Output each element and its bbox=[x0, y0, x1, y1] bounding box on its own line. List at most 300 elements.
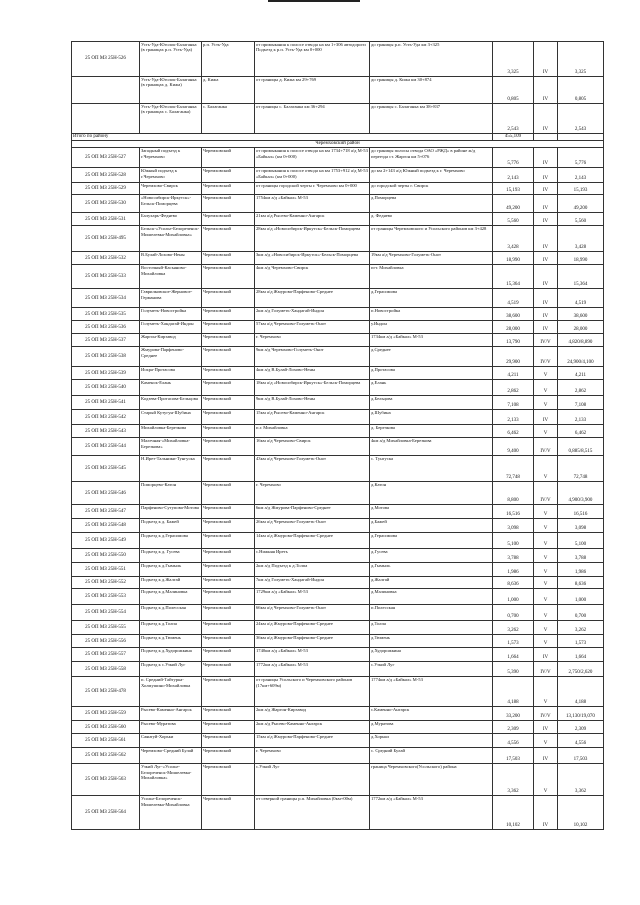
end-point-cell: д.Муратова bbox=[370, 721, 493, 734]
start-point-cell: 28км а/д Жмурова-Парфеново-Среднее bbox=[255, 289, 370, 308]
length-by-category-cell: 16,516 bbox=[558, 505, 604, 519]
end-point-cell: п.Полесская bbox=[370, 605, 493, 621]
district-cell: Черемховский bbox=[202, 764, 255, 796]
road-code-cell: 25 ОП МЗ 25Н-555 bbox=[72, 621, 140, 635]
table-row bbox=[72, 734, 604, 748]
district-cell: Черемховский bbox=[202, 148, 255, 168]
category-cell: V bbox=[534, 519, 558, 533]
end-point-cell: д. Федяево bbox=[370, 213, 493, 226]
end-point-cell: граница Черемховского(Усольского) района bbox=[370, 764, 493, 796]
road-name-cell: Южный подъезд к г.Черемхово bbox=[140, 168, 202, 183]
table-row bbox=[72, 321, 604, 334]
district-total-value: 455,109 bbox=[493, 134, 534, 141]
road-name-cell: Саянтуй-Хорьки bbox=[140, 734, 202, 748]
road-code-cell: 25 ОП МЗ 25Н-563 bbox=[72, 764, 140, 796]
road-code-cell: 25 ОП МЗ 25Н-556 bbox=[72, 635, 140, 648]
length-by-category-cell: 3,788 bbox=[558, 549, 604, 563]
district-cell: Черемховский bbox=[202, 396, 255, 410]
length-by-category-cell: 0,700 bbox=[558, 605, 604, 621]
category-cell: V bbox=[534, 425, 558, 438]
end-point-cell: 19км а/д Черемхово-Голуметь-Онот bbox=[370, 252, 493, 265]
category-cell: IV bbox=[534, 289, 558, 308]
road-name-cell: п. Средний-Тайтурка-Холмушино-Михайловка bbox=[140, 677, 202, 707]
district-cell: Черемховский bbox=[202, 347, 255, 367]
table-row bbox=[72, 519, 604, 533]
road-name-cell: Балухарь-Федяево bbox=[140, 213, 202, 226]
start-point-cell: от границы городской черты г. Черемхово км 0+000 bbox=[255, 183, 370, 195]
district-cell: Черемховский bbox=[202, 456, 255, 482]
section-title: Черемховский район bbox=[72, 141, 604, 148]
category-cell: IV bbox=[534, 748, 558, 764]
start-point-cell: 9км а/д В.Булай-Лохово-Нены bbox=[255, 396, 370, 410]
end-point-cell: д.Среднее bbox=[370, 347, 493, 367]
district-cell: Черемховский bbox=[202, 662, 255, 677]
road-code-cell: 25 ОП МЗ 25Н-552 bbox=[72, 577, 140, 589]
start-point-cell: 15км а/д Жмурова-Парфеново-Среднее bbox=[255, 734, 370, 748]
district-cell: Черемховский bbox=[202, 334, 255, 347]
road-name-cell: Подъезд к д.Полесская bbox=[140, 605, 202, 621]
length-cell: 3,262 bbox=[493, 621, 534, 635]
road-code-cell bbox=[72, 77, 140, 104]
category-cell: IV bbox=[534, 252, 558, 265]
start-point-cell: 21км а/д Рысево-Каменно-Ангарск bbox=[255, 213, 370, 226]
road-code-cell: 25 ОП МЗ 25Н-543 bbox=[72, 425, 140, 438]
category-cell: IV bbox=[534, 104, 558, 134]
length-by-category-cell: 7,108 bbox=[558, 396, 604, 410]
length-cell: 2,309 bbox=[493, 721, 534, 734]
length-by-category-cell: 4,211 bbox=[558, 367, 604, 380]
road-code-cell: 25 ОП МЗ 25Н-562 bbox=[72, 748, 140, 764]
district-cell: Черемховский bbox=[202, 621, 255, 635]
table-row bbox=[72, 77, 604, 104]
length-by-category-cell: 1,664 bbox=[558, 648, 604, 662]
length-by-category-cell: 3,325 bbox=[558, 42, 604, 77]
end-point-cell: до границы с. Балаганка км 38+837 bbox=[370, 104, 493, 134]
district-cell: Черемховский bbox=[202, 648, 255, 662]
road-code-cell: 25 ОП МЗ 25Н-495 bbox=[72, 226, 140, 252]
length-by-category-cell: 15,193 bbox=[558, 183, 604, 195]
length-by-category-cell: 2,309 bbox=[558, 721, 604, 734]
road-code-cell: 25 ОП МЗ 25Н-548 bbox=[72, 519, 140, 533]
road-code-cell: 25 ОП МЗ 25Н-526 bbox=[72, 42, 140, 77]
length-cell: 38,600 bbox=[493, 308, 534, 321]
start-point-cell: 1740км а/д «Байкал» М-53 bbox=[255, 648, 370, 662]
table-row bbox=[72, 621, 604, 635]
top-edge-line bbox=[268, 0, 360, 2]
district-cell: Черемховский bbox=[202, 380, 255, 396]
road-code-cell: 25 ОП МЗ 25Н-535 bbox=[72, 308, 140, 321]
table-row bbox=[72, 748, 604, 764]
end-point-cell: д.Худорожкина bbox=[370, 648, 493, 662]
category-cell: IV bbox=[534, 195, 558, 213]
category-cell: IV bbox=[534, 42, 558, 77]
table-body-main bbox=[72, 148, 604, 830]
district-cell: с. Балаганка bbox=[202, 104, 255, 134]
length-cell: 17,503 bbox=[493, 748, 534, 764]
district-cell: Черемховский bbox=[202, 265, 255, 289]
length-by-category-cell: 24,900/4,100 bbox=[558, 347, 604, 367]
district-cell: Черемховский bbox=[202, 252, 255, 265]
length-by-category-cell: 1,986 bbox=[558, 563, 604, 577]
category-cell: IV bbox=[534, 410, 558, 425]
length-cell: 16,516 bbox=[493, 505, 534, 519]
road-name-cell: Старый Кутугун-Шубина bbox=[140, 410, 202, 425]
end-point-cell: д.Хорьки bbox=[370, 734, 493, 748]
category-cell: V bbox=[534, 577, 558, 589]
table-body-top bbox=[72, 42, 604, 134]
end-point-cell: до границы р.п. Усть-Уда км 3+325 bbox=[370, 42, 493, 77]
length-cell: 0,805 bbox=[493, 77, 534, 104]
road-name-cell: Подъезд к д.Худорожкина bbox=[140, 648, 202, 662]
end-point-cell: д.Бажей bbox=[370, 519, 493, 533]
category-cell: V bbox=[534, 605, 558, 621]
category-cell: V bbox=[534, 396, 558, 410]
end-point-cell: от границы Черемховского и Усольского районов км 3+428 bbox=[370, 226, 493, 252]
start-point-cell: 2км а/д Рысево-Каменно-Ангарск bbox=[255, 721, 370, 734]
length-by-category-cell: 49,200 bbox=[558, 195, 604, 213]
length-by-category-cell: 3,428 bbox=[558, 226, 604, 252]
start-point-cell: 66км а/д Черемхово-Голуметь-Онот bbox=[255, 605, 370, 621]
length-by-category-cell: 1,000 bbox=[558, 589, 604, 605]
end-point-cell: д.Гымыль bbox=[370, 563, 493, 577]
end-point-cell: с. Тунгуска bbox=[370, 456, 493, 482]
category-cell: IV/V bbox=[534, 334, 558, 347]
table-row bbox=[72, 347, 604, 367]
category-cell: V bbox=[534, 764, 558, 796]
table-row bbox=[72, 456, 604, 482]
start-point-cell: 3км а/д «Новосибирск-Иркутск»-Бельск-Поморцева bbox=[255, 252, 370, 265]
district-cell: Черемховский bbox=[202, 482, 255, 505]
road-code-cell: 25 ОП МЗ 25Н-538 bbox=[72, 347, 140, 367]
road-name-cell: Узкий Луг-«Усолье-Белореченск-Мишелевка-Михайловка» bbox=[140, 764, 202, 796]
category-cell: IV/V bbox=[534, 438, 558, 456]
length-by-category-cell: 2,143 bbox=[558, 168, 604, 183]
start-point-cell: 16км а/д Черемхово-Свирск bbox=[255, 438, 370, 456]
start-point-cell: 15км а/д Рысево-Каменно-Ангарск bbox=[255, 410, 370, 425]
length-cell: 9,400 bbox=[493, 438, 534, 456]
start-point-cell: от примыкания к полосе отвода на км 1+306 автодороги Подъезд к р.п. Усть-Уда км 0+000 bbox=[255, 42, 370, 77]
end-point-cell: д.Протасова bbox=[370, 367, 493, 380]
table-row bbox=[72, 380, 604, 396]
road-code-cell: 25 ОП МЗ 25Н-544 bbox=[72, 438, 140, 456]
road-code-cell: 25 ОП МЗ 25Н-546 bbox=[72, 482, 140, 505]
length-cell: 2,143 bbox=[493, 168, 534, 183]
end-point-cell: с.Каменно-Ангарск bbox=[370, 707, 493, 721]
district-cell: Черемховский bbox=[202, 367, 255, 380]
district-total-empty-2 bbox=[558, 134, 604, 141]
length-cell: 2,543 bbox=[493, 104, 534, 134]
length-by-category-cell: 17,503 bbox=[558, 748, 604, 764]
end-point-cell: п.Новостройка bbox=[370, 308, 493, 321]
end-point-cell: д. Березкова bbox=[370, 425, 493, 438]
length-cell: 29,900 bbox=[493, 347, 534, 367]
road-name-cell: Парфеново-Сутупова-Мотова bbox=[140, 505, 202, 519]
district-cell: Черемховский bbox=[202, 308, 255, 321]
table-row bbox=[72, 764, 604, 796]
district-cell: Черемховский bbox=[202, 563, 255, 577]
road-name-cell: Усть-Уда-Юголок-Балаганка (в границах с. Балаганка) bbox=[140, 104, 202, 134]
table-row bbox=[72, 796, 604, 830]
district-cell: Черемховский bbox=[202, 677, 255, 707]
category-cell: V bbox=[534, 635, 558, 648]
road-code-cell: 25 ОП МЗ 25Н-549 bbox=[72, 533, 140, 549]
length-by-category-cell: 5,100 bbox=[558, 533, 604, 549]
district-cell: Черемховский bbox=[202, 289, 255, 308]
end-point-cell: до км 2+143 а/д Южный подъезд к г. Черемхово bbox=[370, 168, 493, 183]
table-row bbox=[72, 577, 604, 589]
table-row bbox=[72, 104, 604, 134]
table-row bbox=[72, 533, 604, 549]
length-cell: 5,776 bbox=[493, 148, 534, 168]
table-row bbox=[72, 677, 604, 707]
road-name-cell: Михайловка-Березкова bbox=[140, 425, 202, 438]
district-cell: Черемховский bbox=[202, 748, 255, 764]
start-point-cell: 43км а/д Черемхово-Голуметь-Онот bbox=[255, 456, 370, 482]
road-code-cell: 25 ОП МЗ 25Н-536 bbox=[72, 321, 140, 334]
road-code-cell: 25 ОП МЗ 25Н-558 bbox=[72, 662, 140, 677]
end-point-cell: д.Гусева bbox=[370, 549, 493, 563]
length-cell: 0,700 bbox=[493, 605, 534, 621]
district-cell: Черемховский bbox=[202, 438, 255, 456]
road-name-cell: Черемхово-Средний Булай bbox=[140, 748, 202, 764]
road-code-cell: 25 ОП МЗ 25Н-541 bbox=[72, 396, 140, 410]
category-cell: V bbox=[534, 456, 558, 482]
start-point-cell: 36км а/д Жмурова-Парфеново-Среднее bbox=[255, 635, 370, 648]
length-cell: 15,364 bbox=[493, 265, 534, 289]
table-row bbox=[72, 308, 604, 321]
road-code-cell: 25 ОП МЗ 25Н-560 bbox=[72, 721, 140, 734]
table-row bbox=[72, 183, 604, 195]
start-point-cell: от границы д. Кижа км 29+769 bbox=[255, 77, 370, 104]
district-cell: Черемховский bbox=[202, 425, 255, 438]
length-cell: 1,000 bbox=[493, 589, 534, 605]
road-name-cell: Каменск-Елань bbox=[140, 380, 202, 396]
start-point-cell: 18км а/д «Новосибирск-Иркутск»-Бельск-Поморцева bbox=[255, 380, 370, 396]
length-cell: 1,664 bbox=[493, 648, 534, 662]
road-code-cell: 25 ОП МЗ 25Н-559 bbox=[72, 707, 140, 721]
road-code-cell: 25 ОП МЗ 25Н-539 bbox=[72, 367, 140, 380]
table-row bbox=[72, 662, 604, 677]
length-cell: 33,200 bbox=[493, 707, 534, 721]
road-name-cell: Голуметь-Новостройка bbox=[140, 308, 202, 321]
length-by-category-cell: 4,900/3,900 bbox=[558, 482, 604, 505]
table-row bbox=[72, 721, 604, 734]
road-name-cell: Усть-Уда-Юголок-Балаганка (в границах д. Кижа) bbox=[140, 77, 202, 104]
length-cell: 6,462 bbox=[493, 425, 534, 438]
category-cell: V bbox=[534, 589, 558, 605]
length-by-category-cell: 6,462 bbox=[558, 425, 604, 438]
district-cell: Черемховский bbox=[202, 195, 255, 213]
start-point-cell: 2км а/д Подъезд к д.Толпа bbox=[255, 563, 370, 577]
district-cell: р.п. Усть-Уда bbox=[202, 42, 255, 77]
district-cell: Черемховский bbox=[202, 605, 255, 621]
road-name-cell: Жаргон-Кирзавод bbox=[140, 334, 202, 347]
road-name-cell: Подъезд к д.Герасимова bbox=[140, 533, 202, 549]
district-cell: Черемховский bbox=[202, 577, 255, 589]
road-name-cell: Поморцево-Катон bbox=[140, 482, 202, 505]
road-code-cell: 25 ОП МЗ 25Н-564 bbox=[72, 796, 140, 830]
category-cell: IV bbox=[534, 721, 558, 734]
road-code-cell: 25 ОП МЗ 25Н-551 bbox=[72, 563, 140, 577]
table-row bbox=[72, 425, 604, 438]
length-by-category-cell: 8,636 bbox=[558, 577, 604, 589]
length-by-category-cell: 38,600 bbox=[558, 308, 604, 321]
length-cell: 2,862 bbox=[493, 380, 534, 396]
start-point-cell: 4км а/д В.Булай-Лохово-Нены bbox=[255, 367, 370, 380]
start-point-cell: 1754км а/д «Байкал» М-53 bbox=[255, 195, 370, 213]
length-cell: 72,748 bbox=[493, 456, 534, 482]
length-by-category-cell: 2,543 bbox=[558, 104, 604, 134]
road-code-cell: 25 ОП МЗ 25Н-542 bbox=[72, 410, 140, 425]
start-point-cell: от примыкания к полосе отвода на км 1734+718 а/д М-53 «Байкал» (км 0+000) bbox=[255, 148, 370, 168]
length-by-category-cell: 2,750/2,620 bbox=[558, 662, 604, 677]
table-row bbox=[72, 505, 604, 519]
length-by-category-cell: 72,748 bbox=[558, 456, 604, 482]
district-cell: Черемховский bbox=[202, 796, 255, 830]
district-total-empty-1 bbox=[534, 134, 558, 141]
end-point-cell: пгт. Михайловка bbox=[370, 265, 493, 289]
category-cell: IV bbox=[534, 321, 558, 334]
end-point-cell: до границы полосы отвода ОАО «РЖД» в районе ж/д переезда ст. Жаргон км 5+076 bbox=[370, 148, 493, 168]
start-point-cell: г. Черемхово bbox=[255, 334, 370, 347]
length-by-category-cell: 1,573 bbox=[558, 635, 604, 648]
length-cell: 8,636 bbox=[493, 577, 534, 589]
district-cell: Черемховский bbox=[202, 213, 255, 226]
category-cell: V bbox=[534, 563, 558, 577]
end-point-cell: д.Герасимова bbox=[370, 533, 493, 549]
length-cell: 5,100 bbox=[493, 533, 534, 549]
district-cell: Черемховский bbox=[202, 321, 255, 334]
road-name-cell: Жмурова-Парфеново-Среднее bbox=[140, 347, 202, 367]
length-cell: 1,986 bbox=[493, 563, 534, 577]
length-cell: 1,573 bbox=[493, 635, 534, 648]
category-cell: IV/V bbox=[534, 347, 558, 367]
length-cell: 13,790 bbox=[493, 334, 534, 347]
length-by-category-cell: 5,560 bbox=[558, 213, 604, 226]
category-cell: IV bbox=[534, 308, 558, 321]
road-name-cell: В.Булай-Лохово-Нены bbox=[140, 252, 202, 265]
end-point-cell: до городской черты г. Свирск bbox=[370, 183, 493, 195]
start-point-cell: 6км а/д Жмурова-Парфеново-Среднее bbox=[255, 505, 370, 519]
length-cell: 4,556 bbox=[493, 734, 534, 748]
end-point-cell: до границы д. Кижа км 30+874 bbox=[370, 77, 493, 104]
end-point-cell: с.Узкий Луг bbox=[370, 662, 493, 677]
road-name-cell: Восточный-Касьяново-Михайловка bbox=[140, 265, 202, 289]
start-point-cell: 26км а/д Черемхово-Голуметь-Онот bbox=[255, 519, 370, 533]
end-point-cell: 1772км а/д «Байкал» М-53 bbox=[370, 796, 493, 830]
road-code-cell: 25 ОП МЗ 25Н-528 bbox=[72, 168, 140, 183]
end-point-cell: д.Мотова bbox=[370, 505, 493, 519]
district-cell: Черемховский bbox=[202, 635, 255, 648]
end-point-cell: д.Герасимова bbox=[370, 289, 493, 308]
category-cell: IV/V bbox=[534, 662, 558, 677]
district-total-label: Итого по району bbox=[72, 134, 493, 141]
road-name-cell: Гаврилковское-Жерновое-Германова bbox=[140, 289, 202, 308]
road-name-cell: Западный подъезд к г.Черемхово bbox=[140, 148, 202, 168]
category-cell: IV bbox=[534, 796, 558, 830]
length-by-category-cell: 15,364 bbox=[558, 265, 604, 289]
table-row bbox=[72, 252, 604, 265]
road-register-table bbox=[71, 41, 604, 830]
length-cell: 3,428 bbox=[493, 226, 534, 252]
table-row bbox=[72, 648, 604, 662]
category-cell: IV bbox=[534, 265, 558, 289]
length-by-category-cell: 4,820/8,890 bbox=[558, 334, 604, 347]
road-code-cell: 25 ОП МЗ 25Н-550 bbox=[72, 549, 140, 563]
end-point-cell: 4км а/д Михайловка-Березкова bbox=[370, 438, 493, 456]
end-point-cell: у.Индон bbox=[370, 321, 493, 334]
section-header-row bbox=[72, 141, 604, 148]
category-cell: V bbox=[534, 677, 558, 707]
district-total-section bbox=[72, 134, 604, 148]
district-cell: Черемховский bbox=[202, 505, 255, 519]
length-cell: 7,108 bbox=[493, 396, 534, 410]
road-name-cell: Малечная-«Михайловка-Березкова» bbox=[140, 438, 202, 456]
road-name-cell: Подъезд к д.Толпа bbox=[140, 621, 202, 635]
district-cell: Черемховский bbox=[202, 183, 255, 195]
road-name-cell: Искра-Протасова bbox=[140, 367, 202, 380]
length-cell: 15,193 bbox=[493, 183, 534, 195]
length-by-category-cell: 18,990 bbox=[558, 252, 604, 265]
category-cell: V bbox=[534, 505, 558, 519]
start-point-cell: 7км а/д Голуметь-Хандагай-Индон bbox=[255, 577, 370, 589]
start-point-cell: от границы с. Балаганка км 36+294 bbox=[255, 104, 370, 134]
road-name-cell: Черемхово-Свирск bbox=[140, 183, 202, 195]
category-cell: V bbox=[534, 734, 558, 748]
length-cell: 5,390 bbox=[493, 662, 534, 677]
road-name-cell: Подъезд к д. Гусева bbox=[140, 549, 202, 563]
district-cell: Черемховский bbox=[202, 519, 255, 533]
road-name-cell: «Новосибирск-Иркутск»-Бельск-Поморцева bbox=[140, 195, 202, 213]
start-point-cell: г. Черемхово bbox=[255, 482, 370, 505]
road-code-cell: 25 ОП МЗ 25Н-537 bbox=[72, 334, 140, 347]
length-by-category-cell: 3,262 bbox=[558, 621, 604, 635]
length-cell: 3,098 bbox=[493, 519, 534, 533]
road-code-cell: 25 ОП МЗ 25Н-557 bbox=[72, 648, 140, 662]
road-code-cell: 25 ОП МЗ 25Н-527 bbox=[72, 148, 140, 168]
start-point-cell: 1729км а/д «Байкал» М-53 bbox=[255, 589, 370, 605]
table-row bbox=[72, 605, 604, 621]
road-name-cell: Подъезд к д.Гымыль bbox=[140, 563, 202, 577]
table-row bbox=[72, 563, 604, 577]
road-code-cell: 25 ОП МЗ 25Н-532 bbox=[72, 252, 140, 265]
length-cell: 4,519 bbox=[493, 289, 534, 308]
category-cell: V bbox=[534, 533, 558, 549]
table-row bbox=[72, 410, 604, 425]
road-register-sheet bbox=[71, 41, 603, 830]
length-cell: 4,211 bbox=[493, 367, 534, 380]
category-cell: V bbox=[534, 621, 558, 635]
length-by-category-cell: 2,133 bbox=[558, 410, 604, 425]
road-name-cell: Бельск-«Усолье-Белореченск-Мишелевка-Михайловка» bbox=[140, 226, 202, 252]
length-by-category-cell: 3,362 bbox=[558, 764, 604, 796]
table-row bbox=[72, 334, 604, 347]
length-cell: 49,200 bbox=[493, 195, 534, 213]
start-point-cell: 57км а/д Черемхово-Голуметь-Онот bbox=[255, 321, 370, 334]
category-cell: IV bbox=[534, 648, 558, 662]
length-by-category-cell: 10,102 bbox=[558, 796, 604, 830]
road-code-cell: 25 ОП МЗ 25Н-534 bbox=[72, 289, 140, 308]
district-cell: Черемховский bbox=[202, 589, 255, 605]
road-name-cell: Подъезд к д.Малиновка bbox=[140, 589, 202, 605]
road-code-cell: 25 ОП МЗ 25Н-540 bbox=[72, 380, 140, 396]
length-by-category-cell: 5,776 bbox=[558, 148, 604, 168]
length-cell: 5,560 bbox=[493, 213, 534, 226]
district-cell: Черемховский bbox=[202, 410, 255, 425]
start-point-cell: г. Черемхово bbox=[255, 748, 370, 764]
table-row bbox=[72, 195, 604, 213]
length-cell: 3,362 bbox=[493, 764, 534, 796]
